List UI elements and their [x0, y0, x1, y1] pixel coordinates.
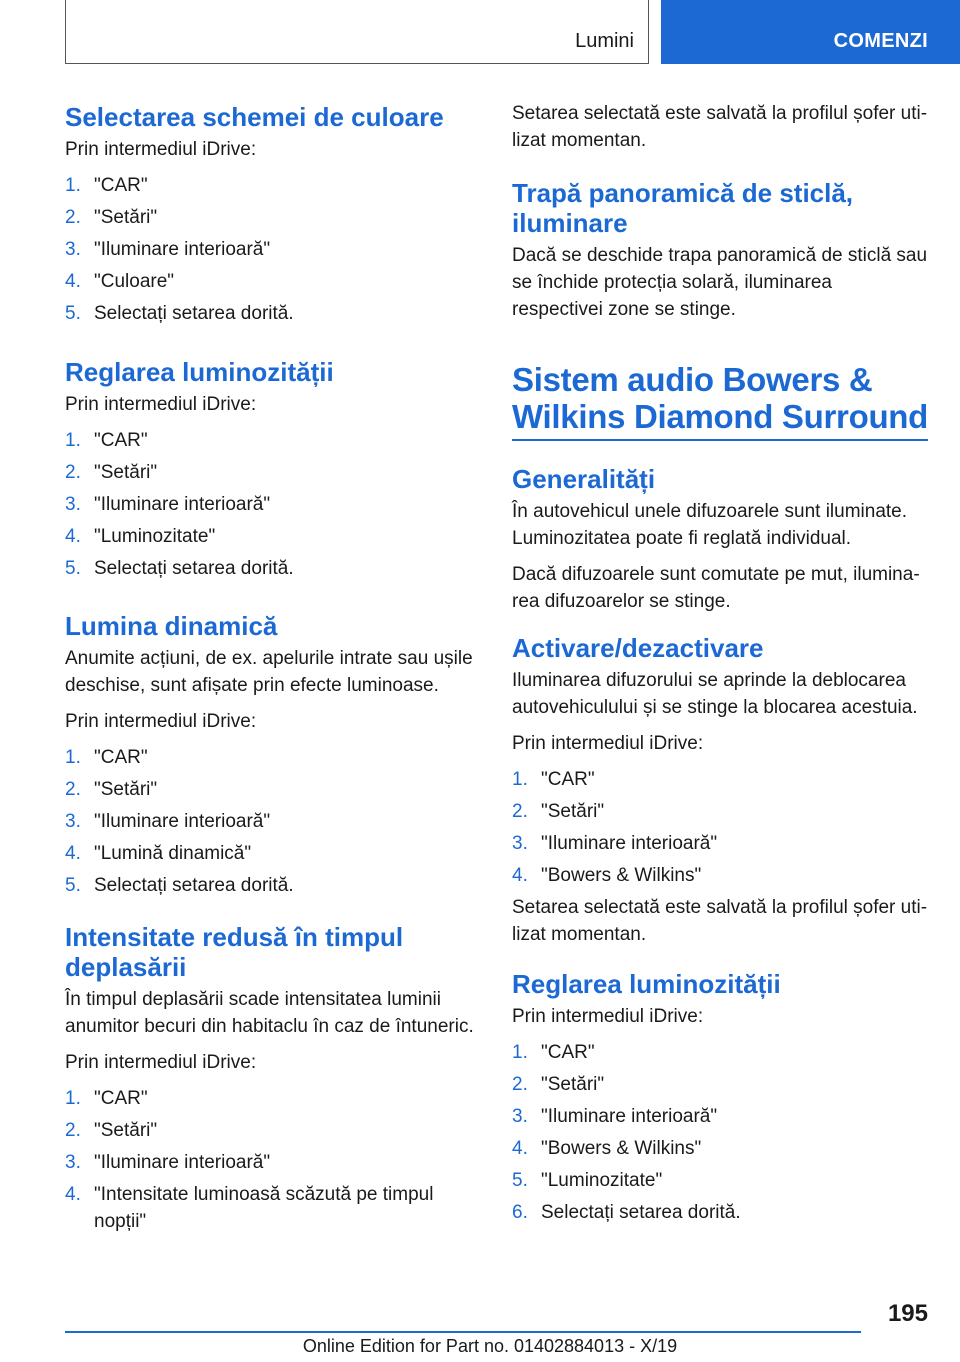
step-text: "Setări": [541, 801, 605, 822]
header-chapter-tab[interactable]: [661, 0, 960, 64]
step-item: [512, 1135, 928, 1162]
step-number: 5.: [65, 303, 81, 324]
section-heading: Generalități: [512, 464, 656, 494]
paragraph: Prin intermediul iDrive:: [512, 1006, 704, 1027]
step-number: 5.: [512, 1170, 528, 1191]
step-number: 3.: [65, 494, 81, 515]
step-text: Selectați setarea dorită.: [94, 303, 294, 324]
step-number: 4.: [65, 526, 81, 547]
step-item: [512, 798, 928, 825]
step-number: 1.: [65, 1088, 81, 1109]
step-item: [65, 1181, 485, 1235]
step-item: [512, 1071, 928, 1098]
section-heading: Reglarea luminozității: [65, 357, 334, 387]
step-item: [65, 204, 485, 231]
step-item: [65, 268, 485, 295]
step-number: 5.: [65, 875, 81, 896]
step-number: 2.: [65, 1120, 81, 1141]
step-text: "CAR": [94, 430, 148, 451]
step-item: [512, 1199, 928, 1226]
section: [65, 102, 485, 332]
step-number: 3.: [65, 811, 81, 832]
step-list: [65, 1085, 485, 1235]
step-number: 4.: [65, 1184, 81, 1205]
step-number: 2.: [65, 207, 81, 228]
step-text: "Iluminare interioară": [541, 833, 718, 854]
section-heading: Selectarea schemei de culoare: [65, 102, 444, 132]
section-heading: Trapă panoramică de sticlă, iluminare: [512, 178, 854, 238]
step-item: [512, 1039, 928, 1066]
paragraph: Prin intermediul iDrive:: [65, 1052, 257, 1073]
step-number: 4.: [65, 271, 81, 292]
step-number: 3.: [512, 1106, 528, 1127]
step-list: [65, 427, 485, 582]
step-number: 1.: [65, 747, 81, 768]
step-item: [65, 459, 485, 486]
section: [512, 100, 928, 154]
step-text: "Luminozitate": [94, 526, 216, 547]
paragraph: Iluminarea difuzorului se aprinde la deblocarea autovehiculului și se stinge la blocarea acestuia.: [512, 670, 918, 718]
step-item: [512, 862, 928, 889]
step-list: [65, 172, 485, 327]
step-number: 1.: [512, 769, 528, 790]
step-number: 6.: [512, 1202, 528, 1223]
step-number: 4.: [65, 843, 81, 864]
paragraph: În timpul deplasării scade intensitatea luminii anumitor becuri din habitaclu în caz de întuneric.: [65, 989, 474, 1037]
step-item: [512, 830, 928, 857]
step-item: [512, 1167, 928, 1194]
paragraph: Setarea selectată este salvată la profilul șofer uti-lizat momentan.: [512, 897, 928, 945]
section: [65, 611, 485, 904]
section: [512, 464, 928, 615]
step-item: [65, 1149, 485, 1176]
step-text: "Luminozitate": [541, 1170, 663, 1191]
step-number: 5.: [65, 558, 81, 579]
step-text: "Culoare": [94, 271, 175, 292]
step-text: "Iluminare interioară": [94, 1152, 271, 1173]
section-title: Lumini: [575, 30, 634, 52]
step-item: [65, 172, 485, 199]
step-text: "Iluminare interioară": [94, 811, 271, 832]
step-item: [65, 1085, 485, 1112]
step-number: 3.: [65, 239, 81, 260]
step-number: 1.: [65, 430, 81, 451]
footer-divider: [65, 1331, 861, 1333]
step-number: 2.: [65, 462, 81, 483]
section-heading: Reglarea luminozității: [512, 969, 781, 999]
paragraph: Dacă se deschide trapa panoramică de sticlă sau se închide protecția solară, iluminarea respectivei zone se stinge.: [512, 245, 928, 320]
step-text: "Setări": [94, 207, 158, 228]
edition-text: Online Edition for Part no. 01402884013 - X/19: [302, 1336, 678, 1356]
step-item: [65, 427, 485, 454]
section: [65, 357, 485, 587]
step-text: "Lumină dinamică": [94, 843, 252, 864]
paragraph: Prin intermediul iDrive:: [65, 139, 257, 160]
step-item: [65, 523, 485, 550]
paragraph: Prin intermediul iDrive:: [512, 733, 704, 754]
page-number: 195: [887, 1300, 928, 1327]
step-text: Selectați setarea dorită.: [541, 1202, 741, 1223]
step-text: "Setări": [541, 1074, 605, 1095]
step-item: [512, 1103, 928, 1130]
step-text: "Setări": [94, 1120, 158, 1141]
step-text: "CAR": [94, 175, 148, 196]
step-item: [65, 808, 485, 835]
step-text: "Iluminare interioară": [541, 1106, 718, 1127]
section-heading: Intensitate redusă în timpul deplasării: [65, 922, 404, 982]
header-section-box: [65, 0, 649, 64]
step-number: 4.: [512, 865, 528, 886]
step-number: 1.: [65, 175, 81, 196]
step-list: [512, 1039, 928, 1226]
step-list: [65, 744, 485, 899]
step-item: [65, 840, 485, 867]
step-number: 4.: [512, 1138, 528, 1159]
paragraph: Anumite acțiuni, de ex. apelurile intrate sau ușile deschise, sunt afișate prin efecte luminoase.: [65, 648, 473, 696]
step-item: [65, 236, 485, 263]
step-item: [512, 766, 928, 793]
step-text: Selectați setarea dorită.: [94, 875, 294, 896]
step-text: "Bowers & Wilkins": [541, 865, 702, 886]
step-item: [65, 1117, 485, 1144]
step-text: "Bowers & Wilkins": [541, 1138, 702, 1159]
section: [512, 633, 928, 948]
section: [512, 361, 928, 441]
step-text: "Iluminare interioară": [94, 239, 271, 260]
step-item: [65, 491, 485, 518]
section: [512, 178, 928, 323]
paragraph: În autovehicul unele difuzoarele sunt iluminate. Luminozitatea poate fi reglată individual.: [512, 501, 908, 549]
step-item: [65, 744, 485, 771]
step-text: "CAR": [541, 1042, 595, 1063]
step-number: 2.: [65, 779, 81, 800]
step-text: "CAR": [541, 769, 595, 790]
step-number: 1.: [512, 1042, 528, 1063]
paragraph: Prin intermediul iDrive:: [65, 394, 257, 415]
section-heading: Activare/dezactivare: [512, 633, 764, 663]
paragraph: Dacă difuzoarele sunt comutate pe mut, ilumina-rea difuzoarelor se stinge.: [512, 564, 920, 612]
section-heading: Lumina dinamică: [65, 611, 278, 641]
step-item: [65, 555, 485, 582]
step-number: 3.: [65, 1152, 81, 1173]
step-text: "Setări": [94, 462, 158, 483]
step-text: Selectați setarea dorită.: [94, 558, 294, 579]
section: [512, 969, 928, 1231]
step-text: "Iluminare interioară": [94, 494, 271, 515]
step-item: [65, 300, 485, 327]
step-item: [65, 776, 485, 803]
chapter-heading: Sistem audio Bowers & Wilkins Diamond Surround: [512, 361, 929, 435]
step-text: "CAR": [94, 747, 148, 768]
heading-rule: [512, 439, 928, 441]
section: [65, 922, 485, 1240]
step-text: "Setări": [94, 779, 158, 800]
step-number: 2.: [512, 1074, 528, 1095]
chapter-title: COMENZI: [833, 30, 928, 52]
step-text: "CAR": [94, 1088, 148, 1109]
step-number: 2.: [512, 801, 528, 822]
step-number: 3.: [512, 833, 528, 854]
step-list: [512, 766, 928, 889]
step-text: "Intensitate luminoasă scăzută pe timpul nopții": [94, 1184, 434, 1232]
paragraph: Prin intermediul iDrive:: [65, 711, 257, 732]
paragraph: Setarea selectată este salvată la profilul șofer uti-lizat momentan.: [512, 103, 928, 151]
step-item: [65, 872, 485, 899]
